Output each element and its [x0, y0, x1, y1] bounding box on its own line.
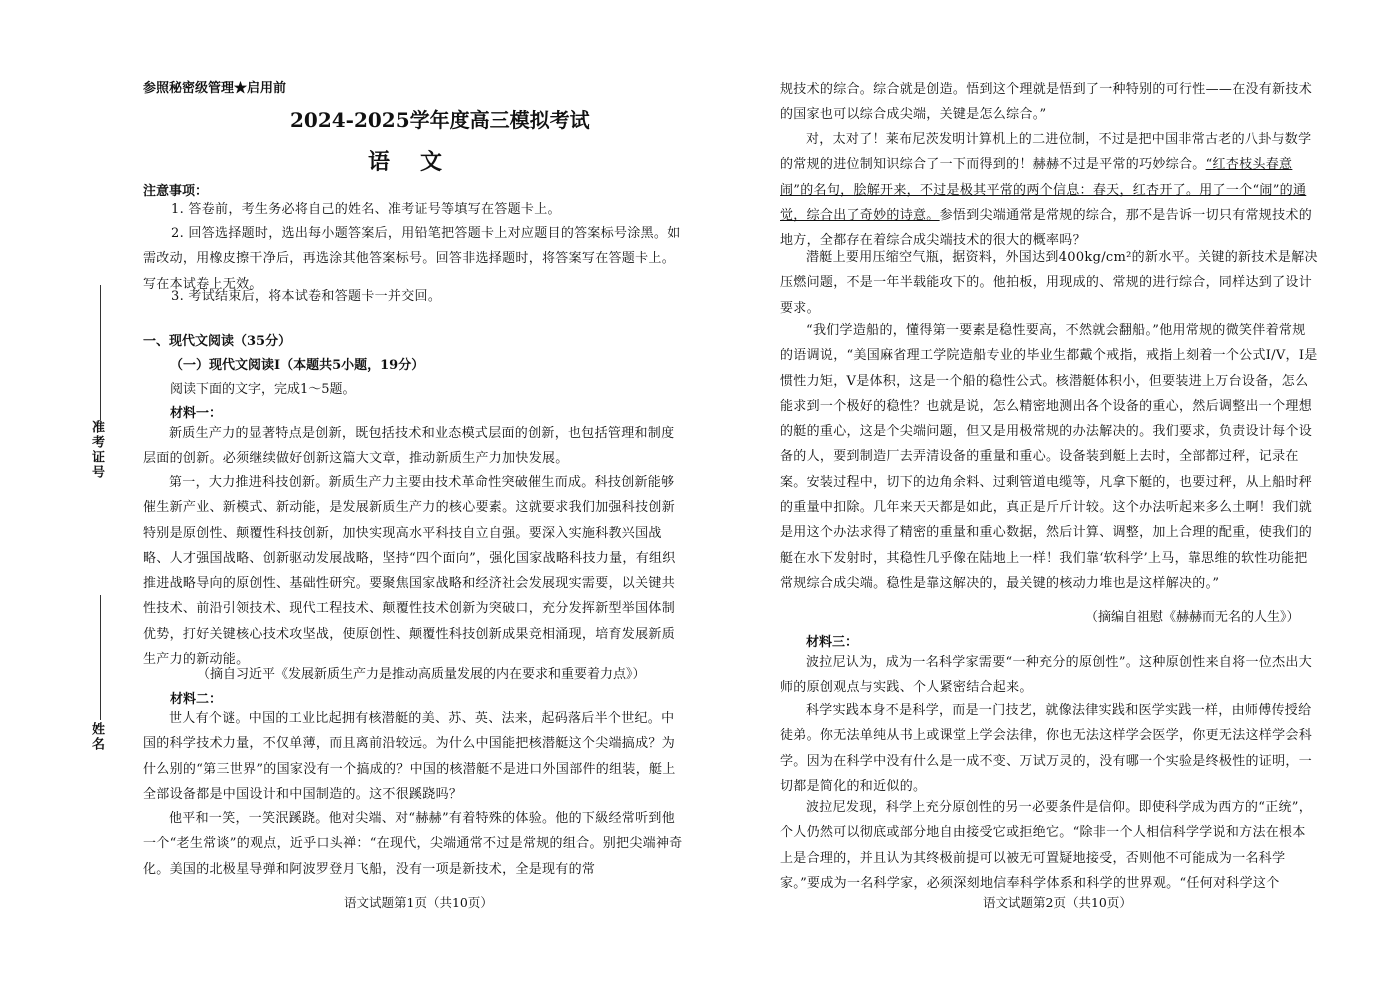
exam-title: 2024-2025学年度高三模拟考试 — [290, 108, 590, 132]
confidential-label: 参照秘密级管理★启用前 — [143, 81, 287, 96]
right-paragraph-2 — [780, 127, 1318, 253]
right-paragraph-7: 波拉尼发现，科学上充分原创性的另一必要条件是信仰。即使科学成为西方的“正统”，个人仍然可以彻底或部分地自由接受它或拒绝它。“除非一个人相信科学学说和方法在根本上是合理的，并且认为其终极前提可以被无可置疑地接受，否则他不可能成为一名科学家。”要成为一名科学家，必须深刻地信奉科学体系和科学的世界观。“任何对科学这个 — [780, 800, 1312, 891]
material-2-paragraph-1: 世人有个谜。中国的工业比起拥有核潜艇的美、苏、英、法来，起码落后半个世纪。中国的科学技术力量，不仅单薄，而且离前沿较远。为什么中国能把核潜艇这个尖端搞成？为什么别的“第三世界”的国家没有一个搞成的？中国的核潜艇不是进口外国部件的组装，艇上全部设备都是中国设计和中国制造的。这不很蹊跷吗？ — [143, 711, 676, 802]
right-paragraph-4: “我们学造船的，懂得第一要素是稳性要高，不然就会翻船。”他用常规的微笑伴着常规的语调说，“美国麻省理工学院造船专业的毕业生都戴个戒指，戒指上刻着一个公式I/V，I是惯性力矩，V是体积，这是一个船的稳性公式。核潜艇体积小，但要装进上万台设备，怎么能求到一个极好的稳性？也就是说，怎么精密地测出各个设备的重心，然后调整出一个理想的艇的重心，这是个尖端问题，但又是用极常规的办法解决的。我们要求，负责设计每个设备的人，要到制造厂去弄清设备的重量和重心。设备装到艇上去时，全部都过秤，记录在案。安装过程中，切下的边角余料、过剩管道电缆等，凡拿下艇的，也要过秤，从上船时秤的重量中扣除。几年来天天都是如此，真正是斤斤计较。这个办法听起来多么土啊！我们就是用这个办法求得了精密的重量和重心数据，然后计算、调整，加上合理的配重，使我们的艇在水下发射时，其稳性几乎像在陆地上一样！我们靠‘软科学’上马，靠思维的软性功能把常规综合成尖端。稳性是靠这解决的，最关键的核动力堆也是这样解决的。” — [780, 323, 1318, 591]
right-paragraph-5: 波拉尼认为，成为一名科学家需要“一种充分的原创性”。这种原创性来自将一位杰出大师的原创观点与实践、个人紧密结合起来。 — [780, 655, 1312, 696]
right-page — [700, 0, 1399, 983]
material-1-label: 材料一： — [170, 406, 223, 421]
right-paragraph-3: 潜艇上要用压缩空气瓶，据资料，外国达到400kg/cm²的新水平。关键的新技术是解决压燃问题，不是一年半载能攻下的。他拍板，用现成的、常规的进行综合，同样达到了设计要求。 — [780, 250, 1318, 316]
admission-number-label: 准考证号 — [89, 420, 104, 480]
subject-title: 语 文 — [368, 149, 447, 175]
notice-title: 注意事项： — [143, 184, 209, 199]
subsection-heading: （一）现代文阅读Ⅰ（本题共5小题，19分） — [170, 358, 425, 373]
notice-item-3: 3. 考试结束后，将本试卷和答题卡一并交回。 — [171, 289, 442, 304]
reading-instruction: 阅读下面的文字，完成1～5题。 — [170, 382, 356, 397]
material-2-label: 材料二： — [170, 692, 223, 707]
material-1-paragraph-1: 新质生产力的显著特点是创新，既包括技术和业态模式层面的创新，也包括管理和制度层面的创新。必须继续做好创新这篇大文章，推动新质生产力加快发展。 — [143, 426, 675, 467]
underlined-passage: “红杏枝头春意闹”的名句，脍解开来，不过是极其平常的两个信息：春天，红杏开了。用了一个“闹”的通觉，综合出了奇妙的诗意。 — [780, 157, 1307, 223]
material-1-paragraph-2: 第一，大力推进科技创新。新质生产力主要由技术革命性突破催生而成。科技创新能够催生新产业、新模式、新动能，是发展新质生产力的核心要素。这就要求我们加强科技创新特别是原创性、颠覆性科技创新，加快实现高水平科技自立自强。要深入实施科教兴国战略、人才强国战略、创新驱动发展战略，坚持“四个面向”，强化国家战略科技力量，有组织推进战略导向的原创性、基础性研究。要聚焦国家战略和经济社会发展现实需要，以关键共性技术、前沿引领技术、现代工程技术、颠覆性技术创新为突破口，充分发挥新型举国体制优势，打好关键核心技术攻坚战，使原创性、颠覆性科技创新成果竞相涌现，培育发展新质生产力的新动能。 — [143, 475, 676, 668]
page-footer-2: 语文试题第2页（共10页） — [983, 895, 1132, 910]
notice-item-2: 2. 回答选择题时，选出每小题答案后，用铅笔把答题卡上对应题目的答案标号涂黑。如需改动，用橡皮擦干净后，再选涂其他答案标号。回答非选择题时，将答案写在答题卡上。写在本试卷上无效。 — [143, 226, 681, 292]
notice-item-1: 1. 答卷前，考生务必将自己的姓名、准考证号等填写在答题卡上。 — [171, 202, 561, 217]
binding-line-bottom — [100, 595, 101, 720]
right-paragraph-6: 科学实践本身不是科学，而是一门技艺，就像法律实践和医学实践一样，由师傅传授给徒弟。你无法单纯从书上或课堂上学会法律，你也无法这样学会医学，你更无法这样学会科学。因为在科学中没有什么是一成不变、万试万灵的，没有哪一个实验是终极性的证明，一切都是简化的和近似的。 — [780, 703, 1313, 794]
material-3-label: 材料三： — [806, 635, 859, 650]
name-label: 姓名 — [89, 722, 104, 752]
page-footer-1: 语文试题第1页（共10页） — [344, 895, 493, 910]
right-paragraph-2-part-b: 参悟到尖端通常是常规的综合，那不是告诉一切只有常规技术的地方，全都存在着综合成尖端技术的很大的概率吗？ — [780, 207, 1313, 249]
right-paragraph-1: 规技术的综合。综合就是创造。悟到这个理就是悟到了一种特别的可行性——在没有新技术的国家也可以综合成尖端，关键是怎么综合。” — [780, 82, 1313, 123]
material-2-source: （摘编自祖慰《赫赫而无名的人生》） — [1085, 610, 1300, 625]
section-heading: 一、现代文阅读（35分） — [143, 334, 292, 349]
binding-line-top — [100, 285, 101, 420]
right-paragraph-2-part-a: 对，太对了！莱布尼茨发明计算机上的二进位制，不过是把中国非常古老的八卦与数学的常规的进位制知识综合了一下而得到的！赫赫不过是平常的巧妙综合。 — [780, 132, 1312, 173]
material-1-source: （摘自习近平《发展新质生产力是推动高质量发展的内在要求和重要着力点》） — [197, 667, 646, 682]
material-2-paragraph-2: 他平和一笑，一笑泯蹊跷。他对尖端、对“赫赫”有着特殊的体验。他的下級经常听到他一个“老生常谈”的观点，近乎口头禅：“在现代，尖端通常不过是常规的组合。别把尖端神奇化。美国的北极星导弹和阿波罗登月飞船，没有一项是新技术，全是现有的常 — [143, 811, 683, 877]
